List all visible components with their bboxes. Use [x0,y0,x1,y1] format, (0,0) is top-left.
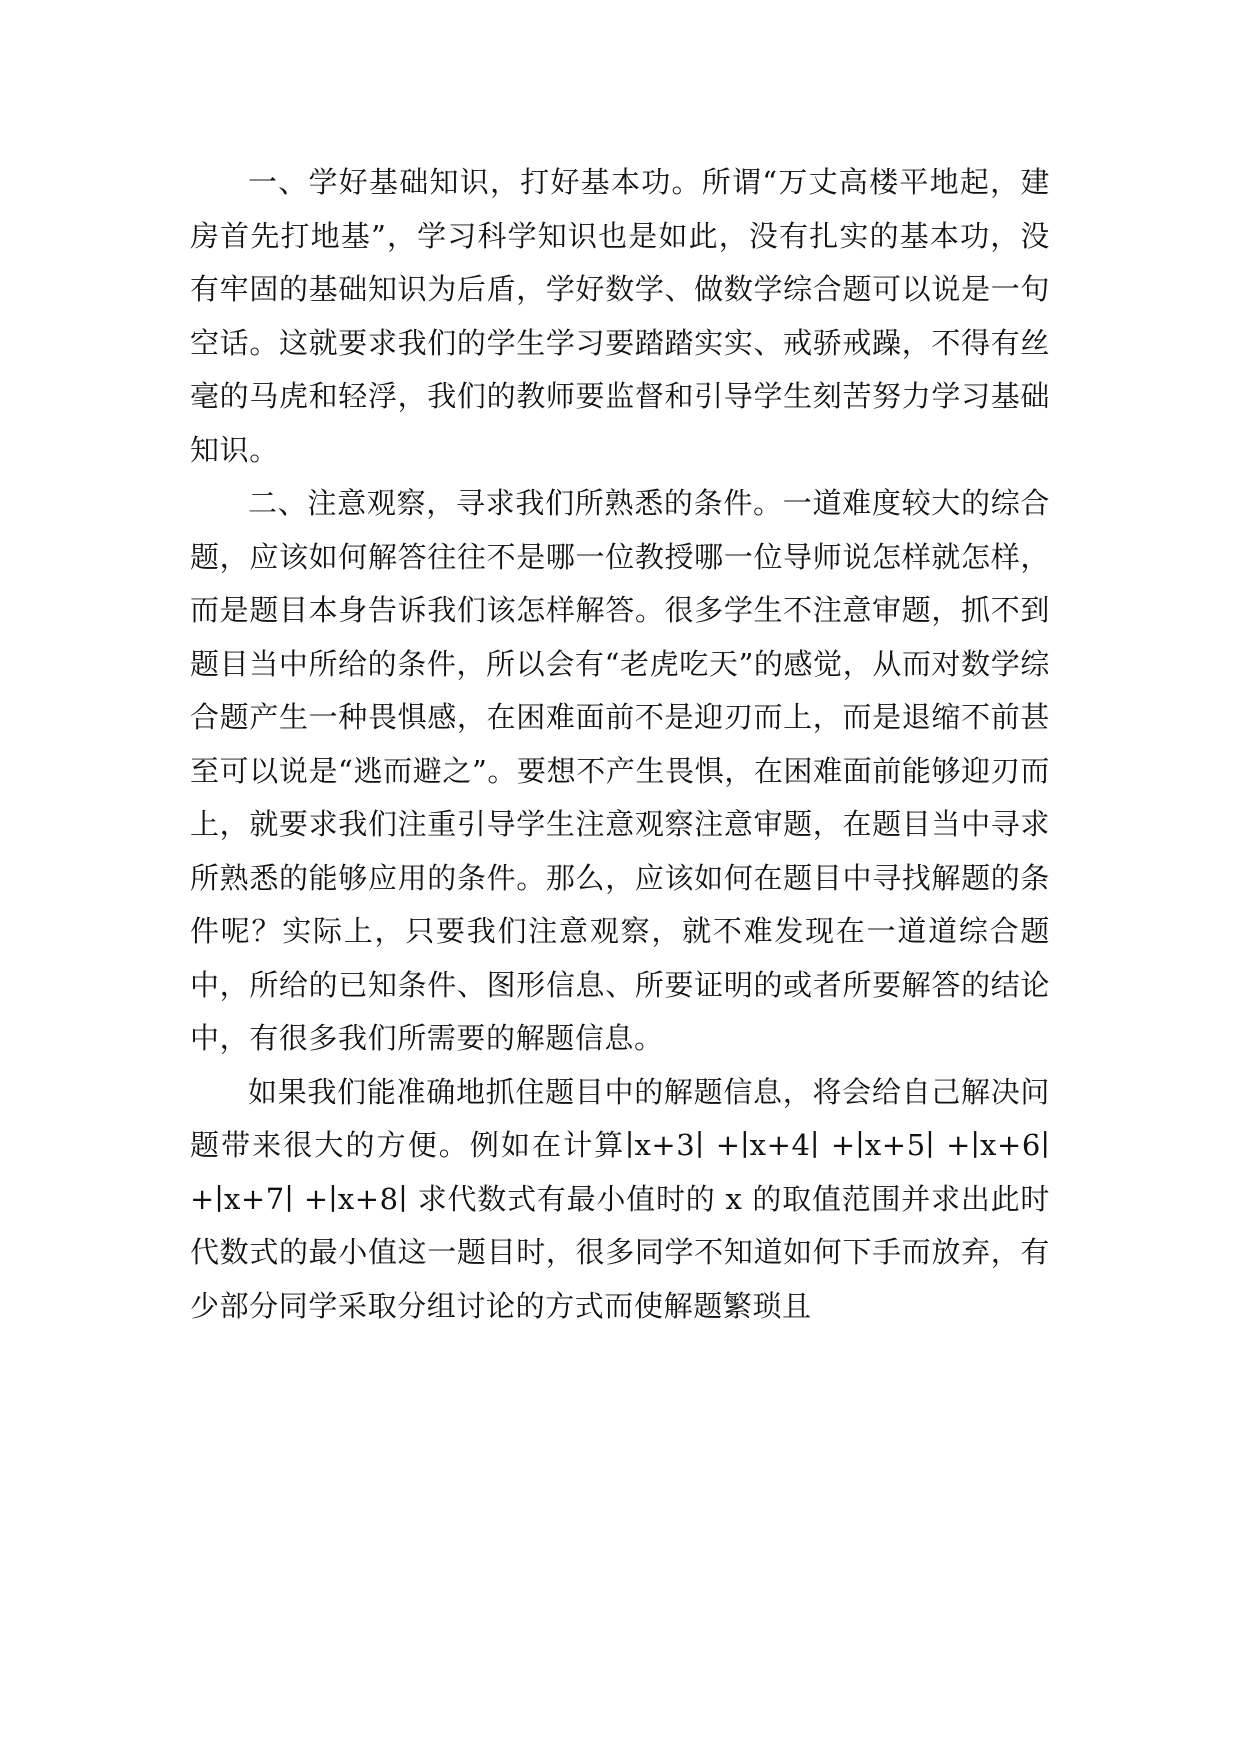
paragraph-basic-knowledge: 一、学好基础知识，打好基本功。所谓“万丈高楼平地起，建房首先打地基”，学习科学知识也是如此，没有扎实的基本功，没有牢固的基础知识为后盾，学好数学、做数学综合题可以说是一句空话。这就要求我们的学生学习要踏踏实实、戒骄戒躁，不得有丝毫的马虎和轻浮，我们的教师要监督和引导学生刻苦努力学习基础知识。 [190,165,1050,467]
paragraph-observation: 二、注意观察，寻求我们所熟悉的条件。一道难度较大的综合题，应该如何解答往往不是哪一位教授哪一位导师说怎样就怎样，而是题目本身告诉我们该怎样解答。很多学生不注意审题，抓不到题目当中所给的条件，所以会有“老虎吃天”的感觉，从而对数学综合题产生一种畏惧感，在困难面前不是迎刃而上，而是退缩不前甚至可以说是“逃而避之”。要想不产生畏惧，在困难面前能够迎刃而上，就要求我们注重引导学生注意观察注意审题，在题目当中寻求所熟悉的能够应用的条件。那么，应该如何在题目中寻找解题的条件呢？实际上，只要我们注意观察，就不难发现在一道道综合题中，所给的已知条件、图形信息、所要证明的或者所要解答的结论中，有很多我们所需要的解题信息。 [190,486,1050,1055]
paragraph-example: 如果我们能准确地抓住题目中的解题信息，将会给自己解决问题带来很大的方便。例如在计算∣x+3∣ +∣x+4∣ +∣x+5∣ +∣x+6∣ +∣x+7∣ +∣x+8∣ 求代数式有最小值时的 x 的取值范围并求出此时代数式的最小值这一题目时，很多同学不知道如何下手而放弃，有少部分同学采取分组讨论的方式而使解题繁琐且 [190,1074,1050,1323]
document-body [190,156,1050,1333]
